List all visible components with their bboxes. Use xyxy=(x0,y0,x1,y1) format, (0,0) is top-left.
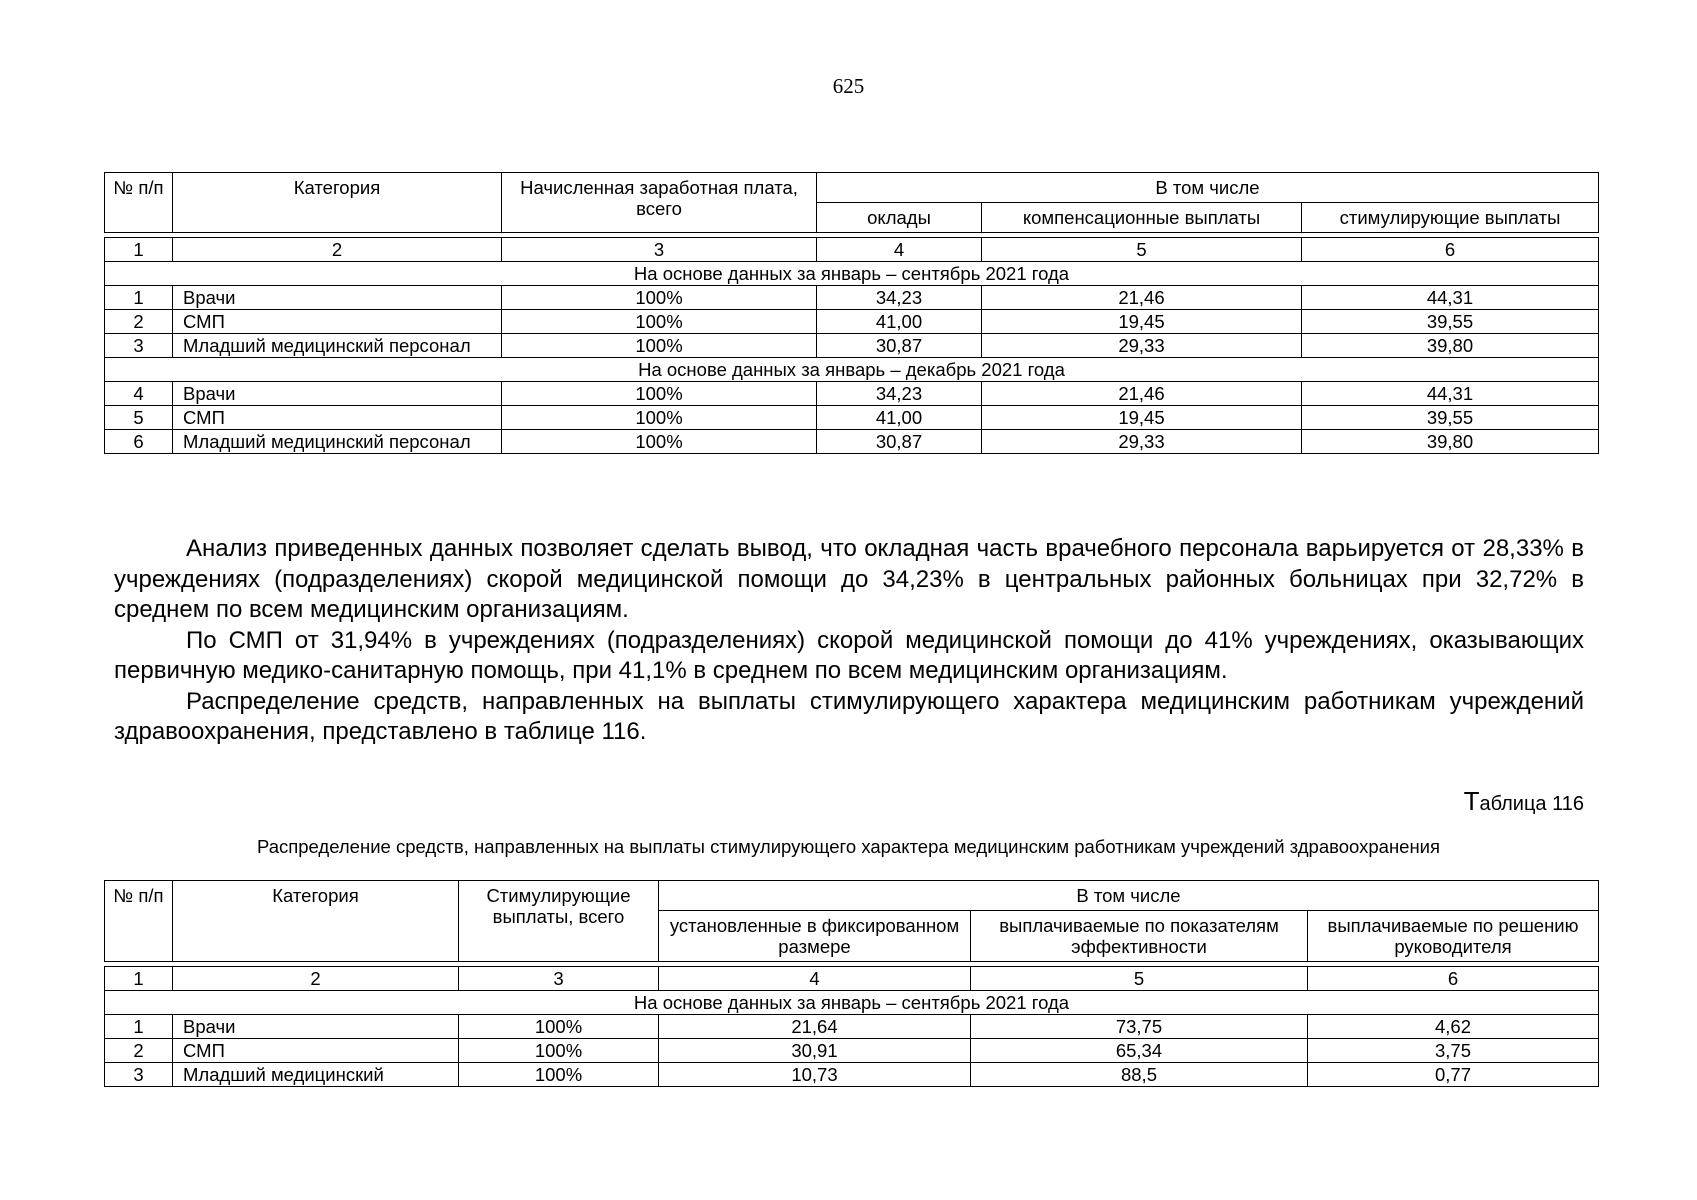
table-row xyxy=(105,430,1599,454)
header-category: Категория xyxy=(173,173,502,233)
header-num: № п/п xyxy=(105,173,173,233)
row-total: 100% xyxy=(459,1015,659,1039)
table-row xyxy=(105,310,1599,334)
column-number: 3 xyxy=(459,967,659,991)
row-performance: 65,34 xyxy=(971,1039,1308,1063)
table-label xyxy=(1464,786,1584,817)
row-fixed: 10,73 xyxy=(659,1063,971,1087)
salary-structure-table xyxy=(104,172,1599,454)
table-row xyxy=(105,1015,1599,1039)
header-category: Категория xyxy=(173,881,459,962)
row-category: Врачи xyxy=(173,286,502,310)
column-number: 2 xyxy=(173,967,459,991)
section-title: На основе данных за январь – сентябрь 2021 года xyxy=(105,262,1599,286)
row-salary: 30,87 xyxy=(817,334,982,358)
row-category: СМП xyxy=(173,406,502,430)
row-compensation: 21,46 xyxy=(982,382,1302,406)
row-total: 100% xyxy=(502,310,817,334)
column-number: 1 xyxy=(105,238,173,262)
row-salary: 34,23 xyxy=(817,382,982,406)
table-row xyxy=(105,1063,1599,1087)
row-manager-decision: 4,62 xyxy=(1308,1015,1599,1039)
row-incentive: 39,55 xyxy=(1302,310,1599,334)
row-category: Младший медицинский персонал xyxy=(173,430,502,454)
header-sub: выплачиваемые по показателям эффективности xyxy=(971,911,1308,962)
row-performance: 88,5 xyxy=(971,1063,1308,1087)
column-number: 4 xyxy=(817,238,982,262)
row-total: 100% xyxy=(502,430,817,454)
row-total: 100% xyxy=(459,1063,659,1087)
incentive-payments-table xyxy=(104,880,1599,1087)
row-compensation: 19,45 xyxy=(982,406,1302,430)
row-salary: 41,00 xyxy=(817,310,982,334)
column-number: 6 xyxy=(1302,238,1599,262)
header-sub: выплачиваемые по решению руководителя xyxy=(1308,911,1599,962)
header-sub: оклады xyxy=(817,203,982,233)
column-number: 5 xyxy=(982,238,1302,262)
row-compensation: 19,45 xyxy=(982,310,1302,334)
paragraph: Распределение средств, направленных на выплаты стимулирующего характера медицинским работникам учреждений здравоохранения, представлено в таблице 116. xyxy=(114,687,1584,745)
header-including: В том числе xyxy=(817,173,1599,203)
table-caption: Распределение средств, направленных на выплаты стимулирующего характера медицинским работникам учреждений здравоохранения xyxy=(256,836,1441,857)
paragraph: По СМП от 31,94% в учреждениях (подразделениях) скорой медицинской помощи до 41% учреждениях, оказывающих первичную медико-санитарную помощь, при 41,1% в среднем по всем медицинским организациям. xyxy=(114,626,1584,684)
row-total: 100% xyxy=(502,286,817,310)
row-num: 4 xyxy=(105,382,173,406)
row-num: 5 xyxy=(105,406,173,430)
row-manager-decision: 3,75 xyxy=(1308,1039,1599,1063)
column-number: 4 xyxy=(659,967,971,991)
row-total: 100% xyxy=(502,334,817,358)
table-row xyxy=(105,334,1599,358)
row-fixed: 30,91 xyxy=(659,1039,971,1063)
row-fixed: 21,64 xyxy=(659,1015,971,1039)
row-category: Младший медицинский персонал xyxy=(173,334,502,358)
row-total: 100% xyxy=(502,406,817,430)
table-row xyxy=(105,1039,1599,1063)
row-num: 2 xyxy=(105,1039,173,1063)
row-incentive: 44,31 xyxy=(1302,382,1599,406)
row-incentive: 44,31 xyxy=(1302,286,1599,310)
row-salary: 30,87 xyxy=(817,430,982,454)
row-total: 100% xyxy=(459,1039,659,1063)
header-sub: установленные в фиксированном размере xyxy=(659,911,971,962)
row-category: Врачи xyxy=(173,382,502,406)
column-number: 6 xyxy=(1308,967,1599,991)
header-sub: компенсационные выплаты xyxy=(982,203,1302,233)
row-num: 3 xyxy=(105,334,173,358)
row-total: 100% xyxy=(502,382,817,406)
column-number: 3 xyxy=(502,238,817,262)
header-sub: стимулирующие выплаты xyxy=(1302,203,1599,233)
column-number-row xyxy=(105,967,1599,991)
row-num: 6 xyxy=(105,430,173,454)
section-title: На основе данных за январь – сентябрь 2021 года xyxy=(105,991,1599,1015)
column-number: 1 xyxy=(105,967,173,991)
table-row xyxy=(105,406,1599,430)
header-num: № п/п xyxy=(105,881,173,962)
row-category: Врачи xyxy=(173,1015,459,1039)
column-number: 5 xyxy=(971,967,1308,991)
table-label-initial: Т xyxy=(1463,786,1480,816)
row-compensation: 29,33 xyxy=(982,334,1302,358)
row-compensation: 21,46 xyxy=(982,286,1302,310)
table-row xyxy=(105,382,1599,406)
page-number: 625 xyxy=(832,74,865,98)
row-manager-decision: 0,77 xyxy=(1308,1063,1599,1087)
body-text xyxy=(114,534,1584,748)
column-number-row xyxy=(105,238,1599,262)
row-incentive: 39,80 xyxy=(1302,334,1599,358)
table-label-rest: аблица 116 xyxy=(1479,793,1584,815)
column-number: 2 xyxy=(173,238,502,262)
row-category: Младший медицинский xyxy=(173,1063,459,1087)
row-category: СМП xyxy=(173,310,502,334)
row-incentive: 39,80 xyxy=(1302,430,1599,454)
section-title: На основе данных за январь – декабрь 2021 года xyxy=(105,358,1599,382)
header-total: Стимулирующие выплаты, всего xyxy=(459,881,659,962)
row-category: СМП xyxy=(173,1039,459,1063)
row-performance: 73,75 xyxy=(971,1015,1308,1039)
header-total: Начисленная заработная плата, всего xyxy=(502,173,817,233)
row-incentive: 39,55 xyxy=(1302,406,1599,430)
row-salary: 41,00 xyxy=(817,406,982,430)
row-num: 1 xyxy=(105,1015,173,1039)
row-num: 3 xyxy=(105,1063,173,1087)
row-num: 1 xyxy=(105,286,173,310)
row-compensation: 29,33 xyxy=(982,430,1302,454)
row-num: 2 xyxy=(105,310,173,334)
paragraph: Анализ приведенных данных позволяет сделать вывод, что окладная часть врачебного персонала варьируется от 28,33% в учреждениях (подразделениях) скорой медицинской помощи до 34,23% в центральных районных больницах при 32,72% в среднем по всем медицинским организациям. xyxy=(114,535,1584,623)
row-salary: 34,23 xyxy=(817,286,982,310)
header-including: В том числе xyxy=(659,881,1599,911)
table-row xyxy=(105,286,1599,310)
